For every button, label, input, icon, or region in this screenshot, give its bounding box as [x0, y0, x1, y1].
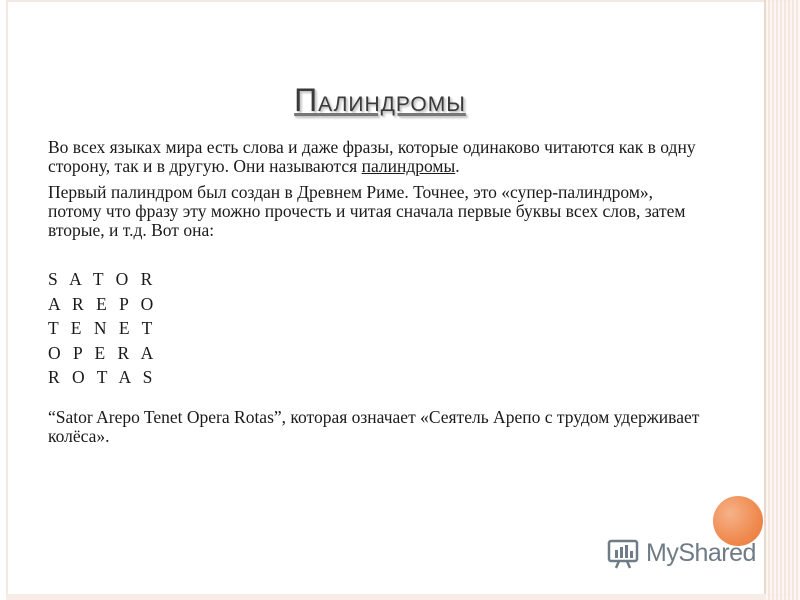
myshared-watermark — [606, 537, 756, 569]
myshared-logo-text: MyShared — [646, 538, 756, 567]
decorative-right-stripe — [766, 0, 800, 600]
decorative-bottom-stripe — [6, 594, 766, 600]
sator-square — [48, 267, 708, 390]
slide-body — [48, 138, 708, 453]
sator-row-1: S A T O R — [48, 269, 157, 289]
paragraph-intro — [48, 138, 708, 176]
paragraph-intro-end: . — [455, 156, 460, 176]
paragraph-intro-text: Во всех языках мира есть слова и даже фразы, которые одинаково читаются как в одну сторону, так и в другую. Они называются — [48, 137, 696, 176]
sator-row-5: R O T A S — [48, 367, 157, 387]
sator-row-2: A R E P O — [48, 293, 158, 314]
decorative-right-line — [764, 0, 766, 600]
paragraph-history: Первый палиндром был создан в Древнем Риме. Точнее, это «супер-палиндром», потому что фразу эту можно прочесть и читая сначала первые буквы всех слов, затем вторые, и т.д. Вот она: — [48, 182, 686, 240]
paragraph-translation: “Sator Arepo Tenet Opera Rotas”, которая означает «Сеятель Арепо с трудом удерживает колёса». — [48, 406, 700, 446]
sator-row-3: T E N E T — [48, 318, 157, 338]
myshared-logo-icon — [606, 537, 642, 569]
sator-row-4: O P E R A — [48, 342, 158, 363]
title-first-letter: П — [294, 82, 319, 118]
title-rest: алиндромы — [318, 85, 466, 118]
slide-title — [0, 82, 760, 119]
palindromes-link[interactable]: палиндромы — [361, 156, 456, 176]
